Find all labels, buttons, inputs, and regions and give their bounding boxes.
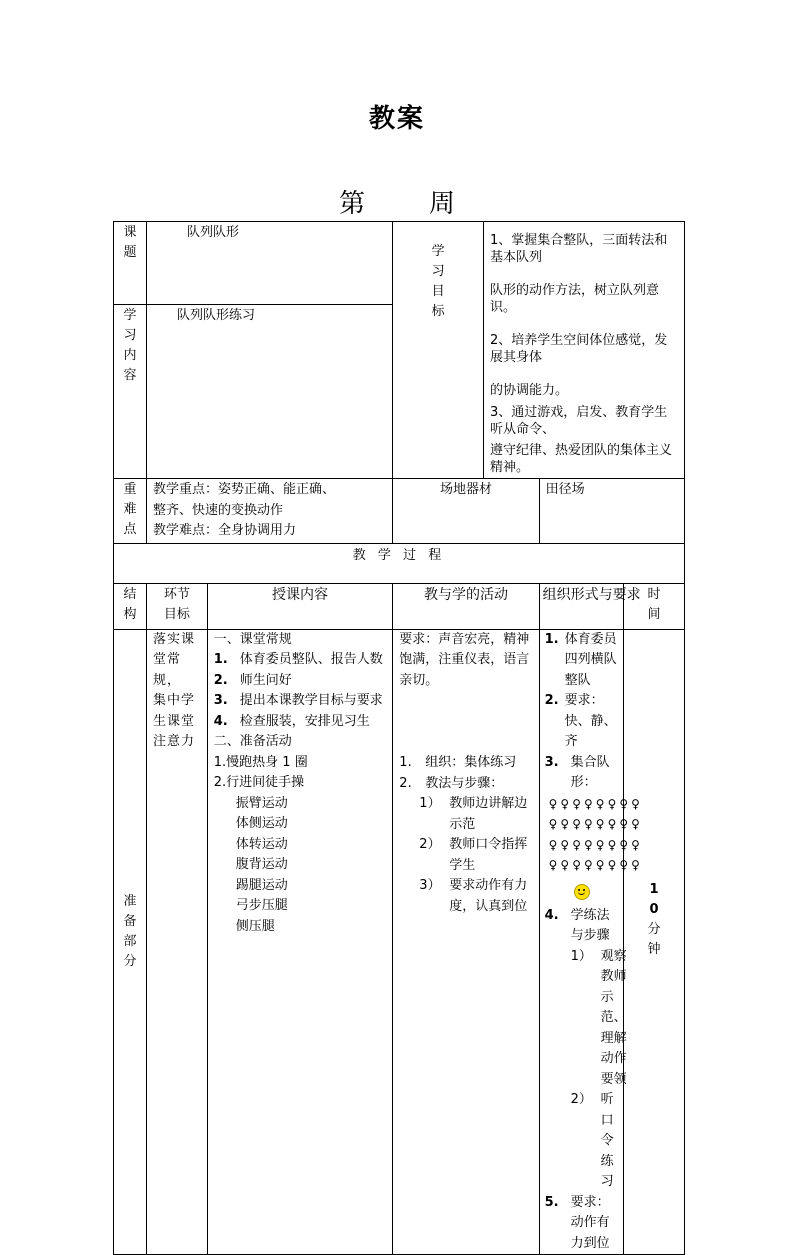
org-cell: 1. 体育委员四列横队整队 2. 要求：快、静、齐 3. 集合队形： ♀♀♀♀♀♀♀♀ ♀♀♀♀♀♀♀♀ ♀♀♀♀♀♀♀♀ ♀♀♀♀♀♀♀♀ 4. 学练法与步骤 1） 观察教师示范、理解动作要领 2） 听口令练习 5. 要求： 动作有力到位 <box>539 629 624 1255</box>
key-label: 重 难 点 <box>114 479 147 544</box>
time-cell: 1 0 分 钟 <box>624 629 685 1255</box>
content-value: 队列队形练习 <box>146 304 392 478</box>
goals-text: 1、掌握集合整队，三面转法和基本队列 队形的动作方法，树立队列意识。 2、培养学生空间体位感觉，发展其身体 的协调能力。 3、通过游戏，启发、教育学生听从命令、 遵守纪律、热爱团队的集体主义精神。 <box>483 222 684 479</box>
week-right: 周 <box>429 189 456 219</box>
col-content: 授课内容 <box>207 583 393 629</box>
goals-label: 学 习 目 标 <box>393 222 484 479</box>
col-time: 时 间 <box>624 583 685 629</box>
formation-row: ♀♀♀♀♀♀♀♀ <box>548 817 643 831</box>
goal-cell: 落实课 堂常规， 集中学 生课堂 注意力 <box>146 629 207 1255</box>
col-org: 组织形式与要求 <box>539 583 624 629</box>
document-title: 教案 <box>368 104 425 134</box>
col-activity: 教与学的活动 <box>393 583 539 629</box>
warmup-heading-1: 一、课堂常规 <box>213 631 292 647</box>
formation-row: ♀♀♀♀♀♀♀♀ <box>548 858 643 872</box>
topic-label: 课 题 <box>114 222 147 305</box>
process-title: 教 学 过 程 <box>114 543 685 583</box>
col-structure: 结 构 <box>114 583 147 629</box>
week-heading <box>0 183 794 220</box>
venue-label: 场地器材 <box>393 479 539 544</box>
content-label: 学 习 内 容 <box>114 304 147 478</box>
key-points: 教学重点：姿势正确、能正确、 整齐、快速的变换动作 教学难点：全身协调用力 <box>146 479 392 544</box>
venue-value: 田径场 <box>539 479 684 544</box>
content-cell: 一、课堂常规 1. 体育委员整队、报告人数 2. 师生问好 3. 提出本课教学目标与要求 4. 检查服装，安排见习生 二、准备活动 1.慢跑热身 1 圈 2.行进间徒手操 振臂运动 体侧运动 体转运动 腹背运动 踢腿运动 弓步压腿 侧压腿 <box>207 629 393 1255</box>
warmup-heading-2: 二、准备活动 <box>213 734 292 749</box>
teacher-smiley-icon <box>574 884 590 900</box>
topic-value: 队列队形 <box>146 222 392 305</box>
activity-cell: 要求：声音宏亮，精神饱满，注重仪表，语言亲切。 1. 组织：集体练习 2. 教法与步骤： 1） 教师边讲解边示范 2） 教师口令指挥学生 3） 要求动作有力度，认真到位 <box>393 629 539 1255</box>
structure-cell: 准 备 部 分 <box>114 629 147 1255</box>
col-goal: 环节 目标 <box>146 583 207 629</box>
formation-row: ♀♀♀♀♀♀♀♀ <box>548 796 643 811</box>
lesson-plan-table <box>113 221 685 1255</box>
week-left: 第 <box>338 189 365 219</box>
formation-row: ♀♀♀♀♀♀♀♀ <box>548 837 643 852</box>
